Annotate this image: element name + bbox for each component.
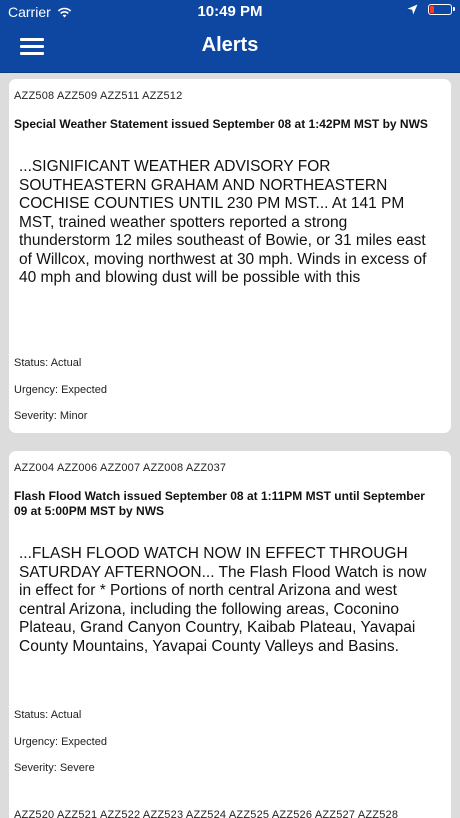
alert-title: Flash Flood Watch issued September 08 at 1:11PM MST until September 09 at 5:00PM MST by NWS [14, 489, 425, 518]
location-arrow-icon [407, 4, 418, 15]
top-bar [0, 0, 460, 73]
alert-zones: AZZ520 AZZ521 AZZ522 AZZ523 AZZ524 AZZ525 AZZ526 AZZ527 AZZ528 [14, 809, 399, 818]
status-time: 10:49 PM [197, 3, 263, 20]
alert-title: Special Weather Statement issued September 08 at 1:42PM MST by NWS [14, 117, 428, 131]
alert-description: ...SIGNIFICANT WEATHER ADVISORY FOR SOUTHEASTERN GRAHAM AND NORTHEASTERN COCHISE COUNTIES UNTIL 230 PM MST... At 141 PM MST, trained weather spotters reported a strong thunderstorm 12 miles southeast of Bowie, or 31 miles east of Willcox, moving northwest at 30 mph. Winds in excess of 40 mph and blowing dust will be possible with this [19, 158, 427, 286]
alert-description: ...FLASH FLOOD WATCH NOW IN EFFECT THROUGH SATURDAY AFTERNOON... The Flash Flood Watch is now in effect for * Portions of north central Arizona and west central Arizona, including the following areas, Coconino Plateau, Grand Canyon Country, Kaibab Plateau, Yavapai County Mountains, Yavapai County Valleys and Basins. [19, 545, 427, 655]
alert-card[interactable] [9, 804, 451, 818]
alert-zones: AZZ508 AZZ509 AZZ511 AZZ512 [14, 90, 183, 102]
alert-urgency: Urgency: Expected [14, 736, 107, 748]
alert-card[interactable] [9, 451, 451, 818]
battery-icon [428, 4, 452, 15]
battery-level [430, 6, 434, 13]
alert-severity: Severity: Severe [14, 762, 95, 774]
alert-zones: AZZ004 AZZ006 AZZ007 AZZ008 AZZ037 [14, 462, 227, 474]
alerts-list[interactable] [0, 73, 460, 818]
alert-urgency: Urgency: Expected [14, 384, 107, 396]
status-right [407, 4, 452, 15]
alert-status: Status: Actual [14, 357, 82, 369]
alert-severity: Severity: Minor [14, 410, 88, 422]
status-bar [0, 0, 460, 24]
alert-card[interactable] [9, 79, 451, 433]
page-title: Alerts [201, 34, 259, 56]
navigation-bar [0, 24, 460, 72]
carrier-label: Carrier [8, 4, 51, 20]
alert-status: Status: Actual [14, 709, 82, 721]
